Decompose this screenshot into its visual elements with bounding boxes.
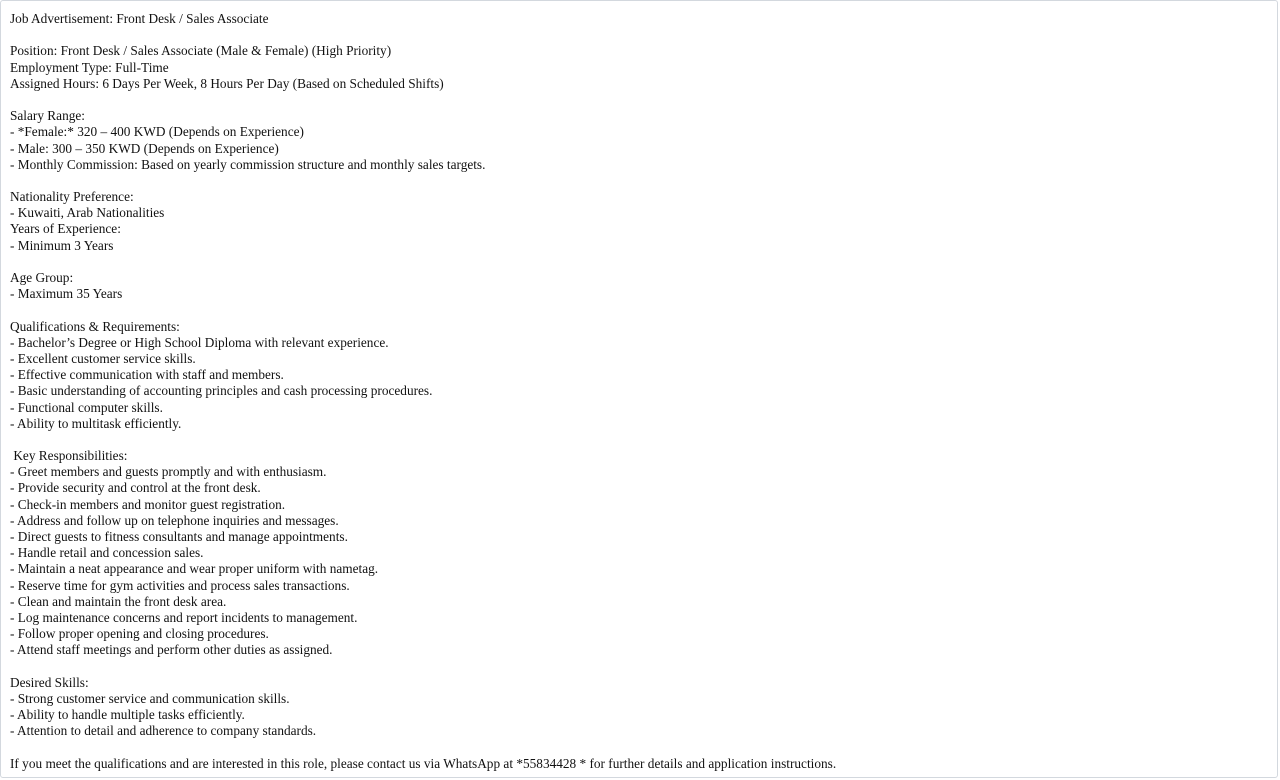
text-line: - Kuwaiti, Arab Nationalities: [10, 205, 165, 221]
blank-line: [10, 27, 1268, 43]
text-line: - Minimum 3 Years: [10, 237, 114, 253]
text-line: - Maximum 35 Years: [10, 286, 123, 302]
text-line: Position: Front Desk / Sales Associate (Male & Female) (High Priority): [10, 43, 392, 59]
text-line: - Effective communication with staff and members.: [10, 367, 284, 383]
text-line: - Bachelor’s Degree or High School Diploma with relevant experience.: [10, 334, 389, 350]
job-advertisement-text: [10, 11, 1268, 772]
text-line: - Male: 300 – 350 KWD (Depends on Experience): [10, 140, 279, 156]
text-line: - Ability to handle multiple tasks efficiently.: [10, 707, 245, 723]
text-line: - Greet members and guests promptly and with enthusiasm.: [10, 464, 327, 480]
blank-line: [10, 432, 1268, 448]
text-line: Age Group:: [10, 270, 74, 285]
blank-line: [10, 659, 1268, 675]
text-line: - Follow proper opening and closing procedures.: [10, 626, 269, 642]
text-line: - Attention to detail and adherence to company standards.: [10, 723, 317, 739]
text-line: - Reserve time for gym activities and process sales transactions.: [10, 577, 350, 593]
text-line: - Handle retail and concession sales.: [10, 545, 204, 561]
blank-line: [10, 739, 1268, 755]
text-line: - Clean and maintain the front desk area.: [10, 593, 227, 609]
text-line: - Direct guests to fitness consultants and manage appointments.: [10, 529, 348, 544]
text-line: Qualifications & Requirements:: [10, 318, 180, 334]
text-line: - Functional computer skills.: [10, 399, 163, 415]
text-line: - Excellent customer service skills.: [10, 350, 196, 366]
blank-line: [10, 92, 1268, 108]
text-line: Job Advertisement: Front Desk / Sales Associate: [10, 11, 269, 26]
text-line: - Strong customer service and communication skills.: [10, 690, 290, 706]
text-line: Salary Range:: [10, 108, 85, 124]
text-line: Nationality Preference:: [10, 189, 134, 205]
text-line: Years of Experience:: [10, 221, 121, 237]
text-line: Employment Type: Full-Time: [10, 59, 169, 75]
text-line: - Maintain a neat appearance and wear proper uniform with nametag.: [10, 561, 379, 577]
blank-line: [10, 302, 1268, 318]
text-line: - Address and follow up on telephone inquiries and messages.: [10, 512, 339, 528]
text-line: If you meet the qualifications and are interested in this role, please contact us via WhatsApp at *55834428 * for further details and application instructions.: [10, 755, 837, 771]
text-line: - Attend staff meetings and perform other duties as assigned.: [10, 642, 333, 658]
text-line: Assigned Hours: 6 Days Per Week, 8 Hours Per Day (Based on Scheduled Shifts): [10, 75, 444, 91]
text-line: Key Responsibilities:: [10, 448, 128, 464]
text-line: - Ability to multitask efficiently.: [10, 415, 182, 431]
text-line: - Check-in members and monitor guest registration.: [10, 496, 286, 512]
blank-line: [10, 254, 1268, 270]
blank-line: [10, 173, 1268, 189]
text-line: - Provide security and control at the front desk.: [10, 480, 261, 496]
text-line: - *Female:* 320 – 400 KWD (Depends on Experience): [10, 124, 304, 140]
text-line: Desired Skills:: [10, 674, 89, 690]
text-line: - Basic understanding of accounting principles and cash processing procedures.: [10, 383, 433, 399]
text-line: - Log maintenance concerns and report incidents to management.: [10, 609, 358, 625]
text-line: - Monthly Commission: Based on yearly commission structure and monthly sales targets.: [10, 156, 486, 172]
